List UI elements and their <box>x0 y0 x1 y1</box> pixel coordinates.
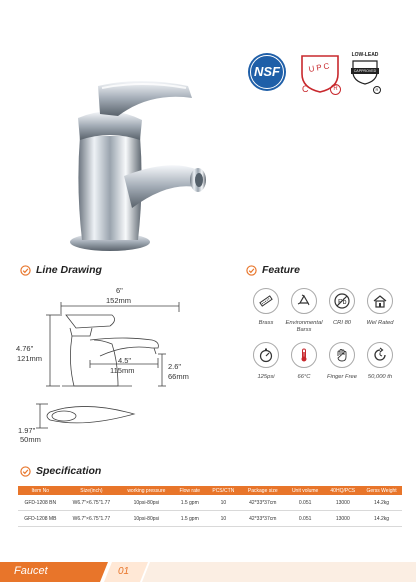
table-cell: 10 <box>207 495 240 511</box>
specification-header <box>20 465 101 477</box>
line-drawing-header <box>20 264 102 276</box>
column-header: Size(inch) <box>63 486 121 495</box>
faucet-photo <box>20 58 220 258</box>
table-cell: 42*33*37cm <box>240 511 286 527</box>
feature-label: Wel Rated <box>366 320 394 326</box>
low-lead-shield <box>350 59 380 85</box>
feature-label: Finger Free <box>327 374 357 380</box>
house-icon <box>367 288 393 314</box>
upc-logo <box>296 48 344 96</box>
upc-c-mark: C <box>302 84 309 94</box>
table-cell: 1.5 gpm <box>173 495 207 511</box>
table-cell: GFD-1208 BN <box>18 495 63 511</box>
nsf-logo <box>247 52 287 92</box>
dim-height-in: 4.76" <box>16 344 34 353</box>
footer-band <box>0 562 416 582</box>
table-cell: 1.5 gpm <box>173 511 207 527</box>
svg-text:Pb: Pb <box>338 299 347 306</box>
column-header: Gerss Weight <box>361 486 402 495</box>
upc-r-letter: R <box>333 86 338 92</box>
table-cell: W6.7"×6.75"1.77 <box>63 511 121 527</box>
table-cell: 14.2kg <box>361 511 402 527</box>
column-header: Flow rate <box>173 486 207 495</box>
feature-label: CRI 80 <box>332 320 352 326</box>
low-lead-r-mark: R <box>373 86 381 94</box>
table-cell: W6.7"×6.75"1.77 <box>63 495 121 511</box>
dim-base-mm: 50mm <box>20 435 41 444</box>
dim-spout-height-mm: 66mm <box>168 372 189 381</box>
column-header: Package size <box>240 486 286 495</box>
table-row <box>18 495 402 511</box>
dim-spout-in: 4.5" <box>118 356 132 365</box>
section-bullet-icon <box>20 265 31 276</box>
hand-icon <box>329 342 355 368</box>
low-lead-band-text: CAPPROVED <box>353 69 377 73</box>
feature-label: 125psi <box>257 374 275 380</box>
specification-table <box>18 486 402 527</box>
low-lead-logo <box>347 52 383 96</box>
column-header: PCS/CTN <box>207 486 240 495</box>
table-cell: GFD-1208 MB <box>18 511 63 527</box>
dim-base-in: 1.97" <box>18 426 36 435</box>
table-cell: 0.051 <box>286 495 325 511</box>
upc-text: UPC <box>307 61 333 74</box>
brass-icon <box>253 288 279 314</box>
section-bullet-icon <box>20 466 31 477</box>
page-number: 01 <box>118 566 130 577</box>
dim-width-mm: 152mm <box>106 296 132 305</box>
table-cell: 10 <box>207 511 240 527</box>
thermometer-icon <box>291 342 317 368</box>
column-header: 40HQ/PCS <box>324 486 361 495</box>
lead-free-icon <box>329 288 355 314</box>
low-lead-top-text: LOW-LEAD <box>351 52 379 58</box>
table-cell: 0.051 <box>286 511 325 527</box>
feature-label: 50,000 th <box>367 374 393 380</box>
specification-title: Specification <box>36 465 102 477</box>
pressure-gauge-icon <box>253 342 279 368</box>
feature-label: Environmental Barss <box>285 320 323 333</box>
footer-category: Faucet <box>14 565 48 577</box>
table-cell: 14.2kg <box>361 495 402 511</box>
table-header-row <box>18 486 402 495</box>
column-header: Item No <box>18 486 63 495</box>
line-drawing <box>14 282 224 442</box>
feature-label: 66°C <box>297 374 311 380</box>
table-cell: 10psi-80psi <box>120 511 172 527</box>
cycle-icon <box>367 342 393 368</box>
table-cell: 10psi-80psi <box>120 495 172 511</box>
feature-cycles <box>356 342 404 381</box>
nsf-text: NSF <box>254 64 280 79</box>
table-cell: 13000 <box>324 511 361 527</box>
table-cell: 42*33*37cm <box>240 495 286 511</box>
column-header: working pressure <box>120 486 172 495</box>
recycle-icon <box>291 288 317 314</box>
feature-header <box>246 264 300 276</box>
dim-spout-height-in: 2.6" <box>168 362 182 371</box>
table-cell: 13000 <box>324 495 361 511</box>
dim-width-in: 6" <box>116 286 123 295</box>
table-row <box>18 511 402 527</box>
upc-r-mark <box>330 84 341 95</box>
line-drawing-title: Line Drawing <box>36 264 102 276</box>
dim-spout-mm: 115mm <box>110 366 135 375</box>
feature-wel-rated <box>356 288 404 327</box>
column-header: Unit volume <box>286 486 325 495</box>
section-bullet-icon <box>246 265 257 276</box>
feature-title: Feature <box>262 264 300 276</box>
dim-height-mm: 121mm <box>17 354 43 363</box>
feature-label: Brass <box>258 320 274 326</box>
